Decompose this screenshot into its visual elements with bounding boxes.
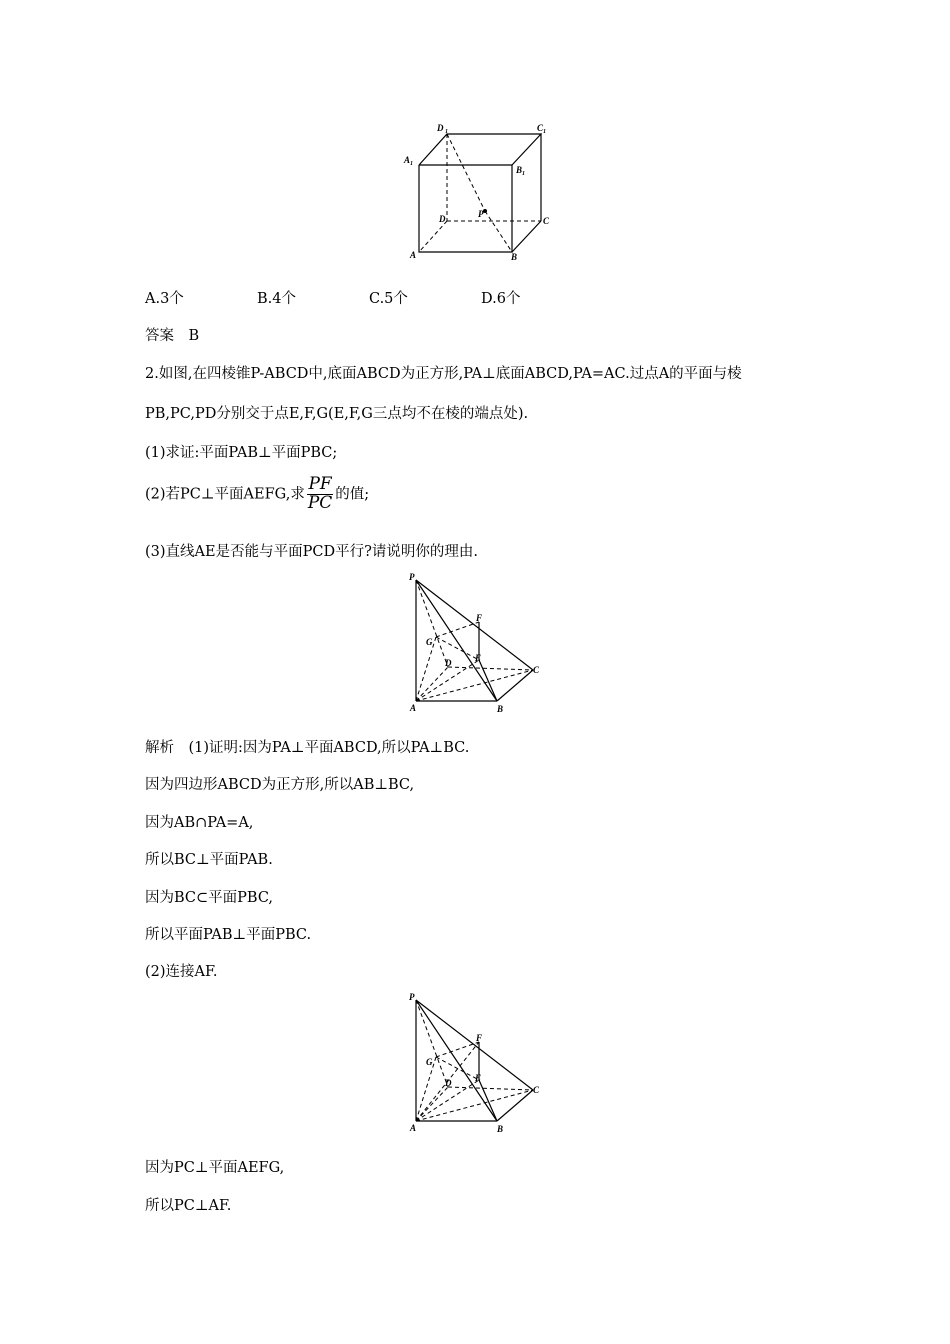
label-d: D: [439, 214, 446, 224]
q2-part3: (3)直线AE是否能与平面PCD平行?请说明你的理由.: [145, 544, 478, 560]
label-g: G: [426, 1057, 433, 1067]
solution-line-4: 所以BC⊥平面PAB.: [145, 852, 273, 868]
label-e: E: [475, 1073, 482, 1083]
solution-line-7: (2)连接AF.: [145, 964, 218, 980]
label-g: G: [426, 637, 433, 647]
label-c1: C: [537, 123, 544, 133]
label-p: P: [478, 209, 484, 219]
cube-figure: [395, 118, 555, 268]
label-p: P: [409, 992, 415, 1002]
label-b: B: [497, 1124, 504, 1134]
label-f: F: [476, 1033, 483, 1043]
q2-stem-line1: 2.如图,在四棱锥P-ABCD中,底面ABCD为正方形,PA⊥底面ABCD,PA=AC.过点A的平面与棱: [145, 366, 742, 382]
label-d: D: [445, 658, 452, 668]
svg-text:1: 1: [543, 129, 546, 135]
solution-line-9: 所以PC⊥AF.: [145, 1198, 232, 1214]
label-a: A: [410, 1123, 417, 1133]
solution-line-3: 因为AB∩PA=A,: [145, 815, 254, 831]
label-a: A: [410, 703, 417, 713]
fraction-pf-pc: $\frac{PF}{PC}$: [307, 474, 333, 513]
label-e: E: [475, 653, 482, 663]
solution-line-5: 因为BC⊂平面PBC,: [145, 890, 274, 906]
label-b: B: [497, 704, 504, 714]
solution-line-8: 因为PC⊥平面AEFG,: [145, 1160, 285, 1176]
answer: 答案 B: [145, 328, 200, 344]
label-b1: B: [516, 165, 523, 175]
label-f: F: [476, 613, 483, 623]
label-a: A: [410, 250, 417, 260]
solution-line-1: 解析 (1)证明:因为PA⊥平面ABCD,所以PA⊥BC.: [145, 740, 470, 756]
solution-line-6: 所以平面PAB⊥平面PBC.: [145, 927, 312, 943]
label-c: C: [533, 1085, 540, 1095]
label-b: B: [511, 252, 518, 262]
label-c: C: [533, 665, 540, 675]
svg-text:1: 1: [445, 129, 448, 135]
option-a: A.3个: [145, 291, 184, 307]
label-d: D: [445, 1078, 452, 1088]
q2-part1: (1)求证:平面PAB⊥平面PBC;: [145, 445, 338, 461]
option-d: D.6个: [481, 291, 521, 307]
svg-text:1: 1: [522, 171, 525, 177]
pyramid-figure-1: [405, 570, 550, 718]
label-c: C: [543, 216, 550, 226]
option-b: B.4个: [257, 291, 296, 307]
q2-part2: (2)若PC⊥平面AEFG,求 $\frac{PF}{PC}$ 的值;: [145, 474, 370, 513]
option-c: C.5个: [369, 291, 408, 307]
pyramid-figure-2: [405, 990, 550, 1138]
solution-line-2: 因为四边形ABCD为正方形,所以AB⊥BC,: [145, 777, 415, 793]
q2-stem-line2: PB,PC,PD分别交于点E,F,G(E,F,G三点均不在棱的端点处).: [145, 406, 529, 422]
label-p: P: [409, 572, 415, 582]
label-a1: A: [404, 155, 411, 165]
label-d1: D: [437, 123, 444, 133]
svg-text:1: 1: [410, 161, 413, 167]
